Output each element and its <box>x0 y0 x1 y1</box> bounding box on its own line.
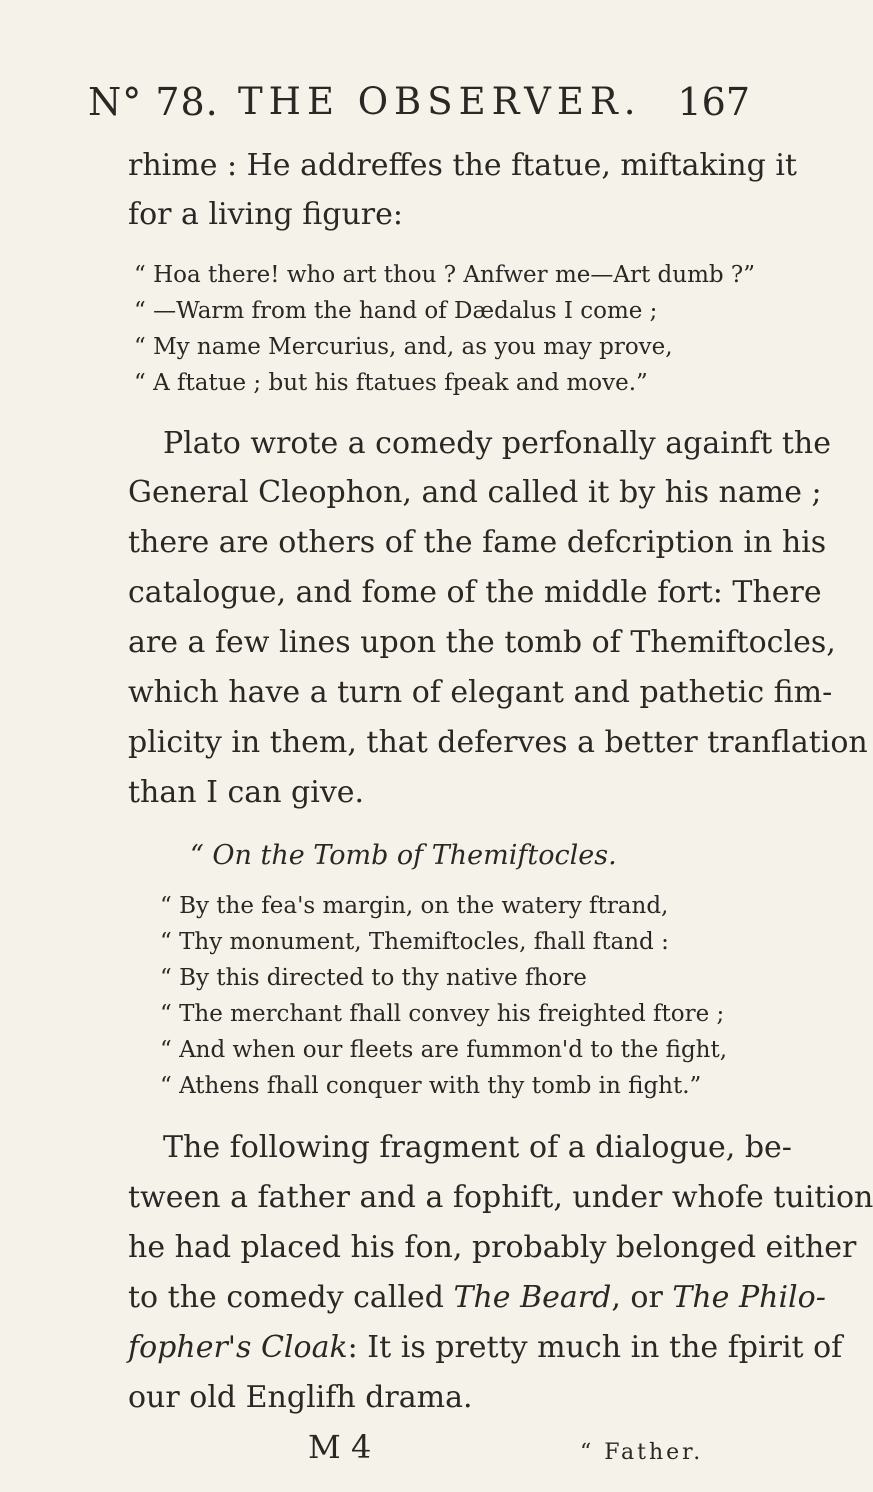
epitaph-title: “ On the Tomb of Themiftocles. <box>190 840 617 871</box>
verse-line: “ Hoa there! who art thou ? Anfwer me—Art dumb ?” <box>134 262 755 288</box>
text-line: are a few lines upon the tomb of Themiftocles, <box>128 625 836 660</box>
verse-line: “ A ftatue ; but his ftatues fpeak and move.” <box>134 370 648 396</box>
play-title-beard: The Beard <box>453 1280 612 1315</box>
text-line: he had placed his fon, probably belonged either <box>128 1230 857 1265</box>
text-line: our old Englifh drama. <box>128 1380 473 1415</box>
verse-line: “ Thy monument, Themiftocles, fhall ftand : <box>160 929 669 955</box>
verse-line: “ —Warm from the hand of Dædalus I come ; <box>134 298 658 324</box>
text-line: for a living figure: <box>128 197 403 232</box>
text-line: than I can give. <box>128 775 365 810</box>
running-title: THE OBSERVER. <box>238 80 642 123</box>
page-number: 167 <box>677 80 750 124</box>
issue-number: N° 78. <box>88 80 219 124</box>
verse-line: “ My name Mercurius, and, as you may prove, <box>134 334 673 360</box>
text-run: : It is pretty much in the fpirit of <box>347 1330 843 1365</box>
text-line: which have a turn of elegant and pathetic fim- <box>128 675 833 710</box>
signature-mark: M 4 <box>308 1428 372 1466</box>
text-line: plicity in them, that deferves a better tranflation <box>128 725 868 760</box>
text-line: The following fragment of a dialogue, be- <box>163 1130 792 1165</box>
play-title-cloak: fopher's Cloak <box>128 1330 348 1365</box>
running-header <box>88 70 758 140</box>
text-line: tween a father and a fophift, under whofe tuition <box>128 1180 873 1215</box>
text-line: catalogue, and fome of the middle fort: There <box>128 575 822 610</box>
text-run: , or <box>611 1280 673 1315</box>
verse-line: “ The merchant fhall convey his freighted ftore ; <box>160 1001 725 1027</box>
text-line: Plato wrote a comedy perfonally againft the <box>163 426 831 461</box>
verse-line: “ By this directed to thy native fhore <box>160 965 587 991</box>
verse-line: “ By the fea's margin, on the watery ftrand, <box>160 893 669 919</box>
text-line: General Cleophon, and called it by his name ; <box>128 475 822 510</box>
catchword: “ Father. <box>580 1440 704 1465</box>
verse-line: “ Athens fhall conquer with thy tomb in fight.” <box>160 1073 702 1099</box>
verse-line: “ And when our fleets are fummon'd to the fight, <box>160 1037 728 1063</box>
text-line: rhime : He addreffes the ftatue, miftaking it <box>128 148 797 183</box>
play-title-philosopher: The Philo- <box>672 1280 826 1315</box>
text-line: there are others of the fame defcription in his <box>128 525 827 560</box>
text-line <box>128 1280 826 1315</box>
text-line <box>128 1330 842 1365</box>
text-run: to the comedy called <box>128 1280 454 1315</box>
